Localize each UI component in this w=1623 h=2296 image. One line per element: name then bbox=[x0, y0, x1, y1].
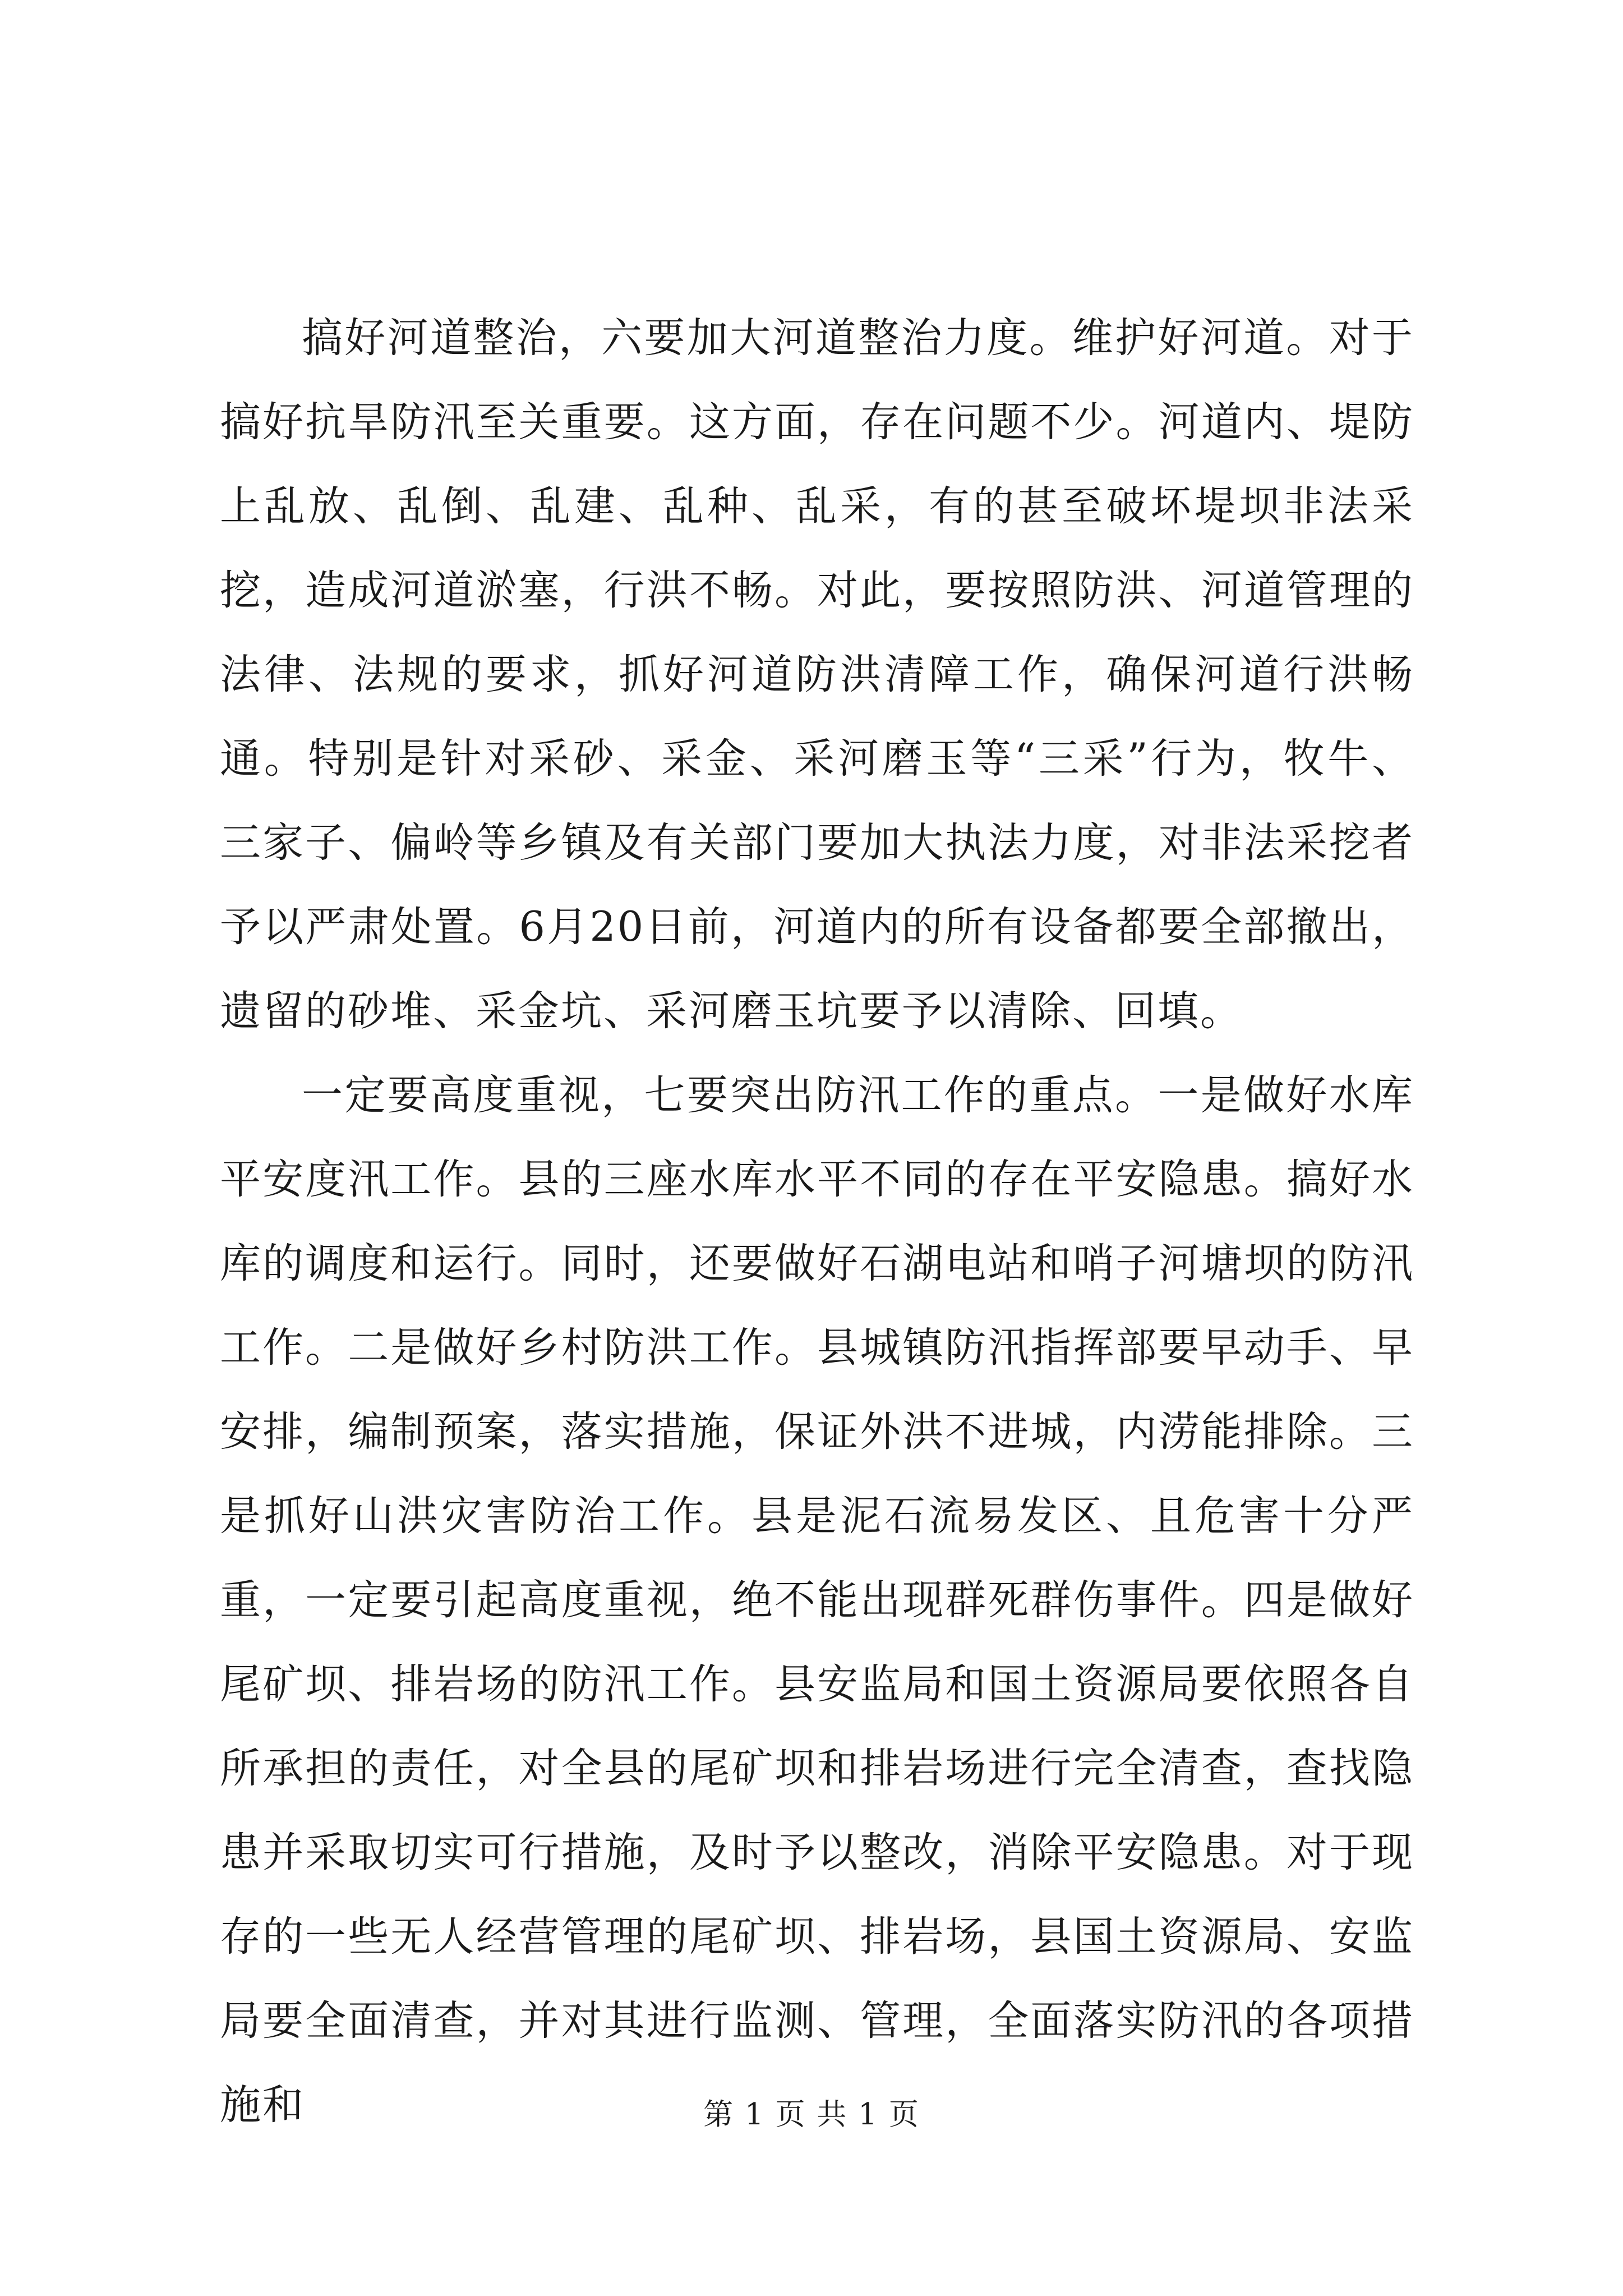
page-footer: 第 1 页 共 1 页 bbox=[703, 2097, 920, 2132]
paragraph-river-regulation: 搞好河道整治，六要加大河道整治力度。维护好河道。对于搞好抗旱防汛至关重要。这方面，存在问题不少。河道内、堤防上乱放、乱倒、乱建、乱种、乱采，有的甚至破坏堤坝非法采挖，造成河道淤塞，行洪不畅。对此，要按照防洪、河道管理的法律、法规的要求，抓好河道防洪清障工作，确保河道行洪畅通。特别是针对采砂、采金、采河磨玉等“三采”行为，牧牛、三家子、偏岭等乡镇及有关部门要加大执法力度，对非法采挖者予以严肃处置。6月20日前，河道内的所有设备都要全部撤出，遗留的砂堆、采金坑、采河磨玉坑要予以清除、回填。 bbox=[220, 314, 1414, 1035]
document-body bbox=[220, 296, 1414, 2147]
paragraph-flood-control-focus: 一定要高度重视，七要突出防汛工作的重点。一是做好水库平安度汛工作。县的三座水库水平不同的存在平安隐患。搞好水库的调度和运行。同时，还要做好石湖电站和哨子河塘坝的防汛工作。二是做好乡村防洪工作。县城镇防汛指挥部要早动手、早安排，编制预案，落实措施，保证外洪不进城，内涝能排除。三是抓好山洪灾害防治工作。县是泥石流易发区、且危害十分严重，一定要引起高度重视，绝不能出现群死群伤事件。四是做好尾矿坝、排岩场的防汛工作。县安监局和国土资源局要依照各自所承担的责任，对全县的尾矿坝和排岩场进行完全清查，查找隐患并采取切实可行措施，及时予以整改，消除平安隐患。对于现存的一些无人经营管理的尾矿坝、排岩场，县国土资源局、安监局要全面清查，并对其进行监测、管理，全面落实防汛的各项措施和 bbox=[220, 1071, 1414, 2129]
